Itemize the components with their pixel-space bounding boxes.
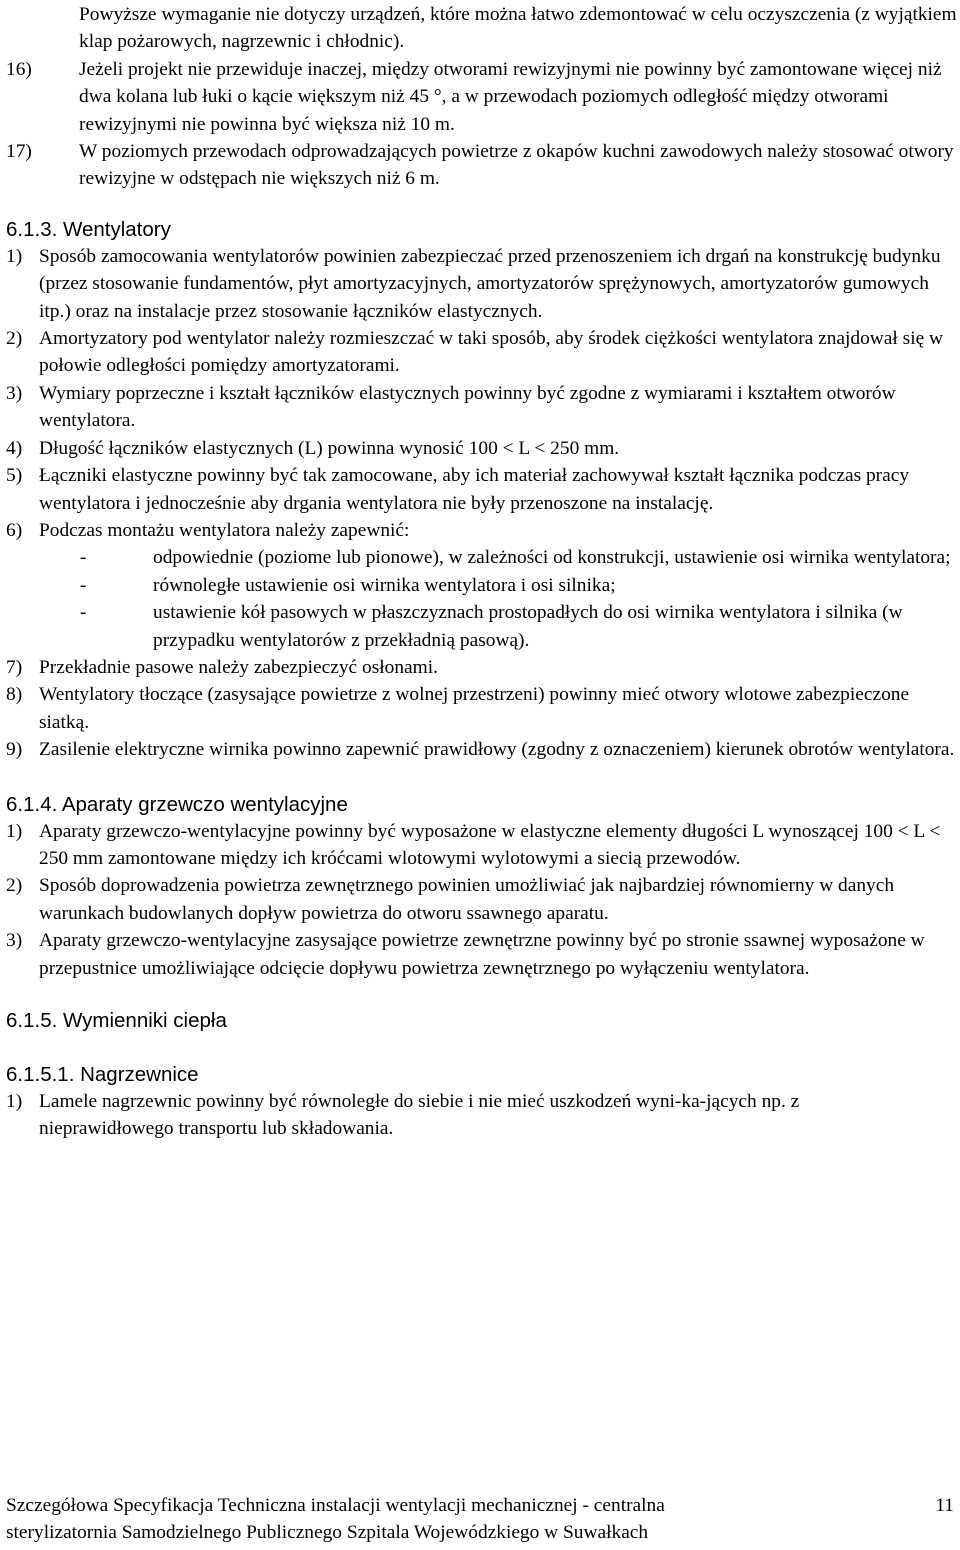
sub-list-item — [0, 599, 960, 654]
page-number: 11 — [935, 1495, 954, 1516]
item-text: Jeżeli projekt nie przewiduje inaczej, między otworami rewizyjnymi nie powinny być zamontowane więcej niż dwa kolana lub łuki o kącie większym niż 45 °, a w przewodach poziomych odległość między otworami rewizyjnymi nie powinna być większa niż 10 m. — [79, 58, 942, 135]
sub-item-text: ustawienie kół pasowych w płaszczyznach prostopadłych do osi wirnika wentylatora i silnika (w przypadku wentylatorów z przekładnią pasową). — [153, 602, 903, 651]
list-item — [0, 243, 960, 325]
item-text: Długość łączników elastycznych (L) powinna wynosić 100 < L < 250 mm. — [39, 437, 620, 459]
bullet-dash: - — [80, 547, 87, 569]
list-item — [0, 681, 960, 736]
item-text: Podczas montażu wentylatora należy zapewnić: — [39, 519, 410, 541]
item-number: 2) — [6, 875, 23, 897]
footer-line: sterylizatornia Samodzielnego Publicznego Szpitala Wojewódzkiego w Suwałkach — [6, 1522, 649, 1543]
list-item — [0, 872, 960, 927]
item-number: 4) — [6, 437, 23, 459]
footer-title — [0, 1492, 886, 1546]
list-item — [0, 435, 960, 462]
item-text: Wentylatory tłoczące (zasysające powietrze z wolnej przestrzeni) powinny mieć otwory wlotowe zabezpieczone siatką. — [39, 684, 910, 733]
list-item-16 — [0, 56, 960, 138]
item-text: Sposób zamocowania wentylatorów powinien zabezpieczać przed przenoszeniem ich drgań na konstrukcję budynku (przez stosowanie fundamentów, płyt amortyzacyjnych, amortyzatorów sprężynowych, amortyzatorów gumowych itp.) oraz na instalacje przez stosowanie łączników elastycznych. — [39, 245, 941, 322]
item-number: 1) — [6, 1091, 23, 1112]
item-text: Lamele nagrzewnic powinny być równoległe do siebie i nie mieć uszkodzeń wyni-ka-jących np. z nieprawidłowego transportu lub składowania. — [39, 1091, 800, 1140]
item-text: Zasilenie elektryczne wirnika powinno zapewnić prawidłowy (zgodny z oznaczeniem) kierunek obrotów wentylatora. — [39, 739, 955, 761]
bullet-dash: - — [80, 574, 87, 596]
item-text: Amortyzatory pod wentylator należy rozmieszczać w taki sposób, aby środek ciężkości wentylatora znajdował się w połowie odległości pomiędzy amortyzatorami. — [39, 328, 944, 377]
list-item — [0, 325, 960, 380]
sub-item-text: równoległe ustawienie osi wirnika wentylatora i osi silnika; — [153, 574, 616, 596]
list-item — [0, 927, 960, 982]
item-number: 3) — [6, 382, 23, 404]
item-number: 9) — [6, 739, 23, 761]
item-text: Aparaty grzewczo-wentylacyjne zasysające powietrze zewnętrzne powinny być po stronie ssawnej wyposażone w przepustnice umożliwiające odcięcie dopływu powietrza zewnętrznego po wyłączeniu wentylatora. — [39, 930, 925, 979]
page-footer — [0, 1492, 960, 1546]
list-item — [0, 736, 960, 763]
item-number: 1) — [6, 820, 23, 842]
item-number: 1) — [6, 245, 23, 267]
item-text: Przekładnie pasowe należy zabezpieczyć osłonami. — [39, 656, 438, 678]
item-text: Łączniki elastyczne powinny być tak zamocowane, aby ich materiał zachowywał kształt łącznika podczas pracy wentylatora i jednocześnie aby drgania wentylatora nie były przenoszone na instalację. — [39, 465, 910, 514]
section-heading-6-1-5: 6.1.5. Wymienniki ciepła — [6, 1009, 227, 1032]
section-heading-6-1-4: 6.1.4. Aparaty grzewczo wentylacyjne — [6, 792, 348, 816]
list-item — [0, 380, 960, 435]
item-text: Wymiary poprzeczne i kształt łączników elastycznych powinny być zgodne z wymiarami i kształtem otworów wentylatora. — [39, 382, 896, 432]
list-item — [0, 818, 960, 873]
item-number: 8) — [6, 684, 23, 706]
item-text: W poziomych przewodach odprowadzających powietrze z okapów kuchni zawodowych należy stosować otwory rewizyjne w odstępach nie większych niż 6 m. — [79, 141, 954, 190]
item-number: 7) — [6, 656, 23, 678]
intro-continuation: Powyższe wymaganie nie dotyczy urządzeń, które można łatwo zdemontować w celu oczyszczenia (z wyjątkiem klap pożarowych, nagrzewnic i chłodnic). — [79, 4, 957, 53]
item-number: 16) — [6, 58, 32, 80]
footer-line: Szczegółowa Specyfikacja Techniczna instalacji wentylacji mechanicznej - centralna — [6, 1495, 665, 1516]
list-item — [0, 462, 960, 517]
item-text: Sposób doprowadzenia powietrza zewnętrznego powinien umożliwiać jak najbardziej równomierny w danych warunkach budowlanych dopływ powietrza do otworu ssawnego aparatu. — [39, 875, 895, 924]
item-number: 2) — [6, 328, 23, 350]
section-heading-6-1-3: 6.1.3. Wentylatory — [6, 217, 171, 241]
item-number: 3) — [6, 930, 23, 952]
sub-list-item — [0, 572, 960, 599]
list-item-17 — [0, 138, 960, 193]
sub-item-text: odpowiednie (poziome lub pionowe), w zależności od konstrukcji, ustawienie osi wirnika wentylatora; — [153, 547, 951, 569]
item-number: 5) — [6, 465, 23, 487]
item-number: 6) — [6, 519, 23, 541]
list-item — [0, 1088, 960, 1143]
section-heading-6-1-5-1: 6.1.5.1. Nagrzewnice — [6, 1063, 199, 1086]
sub-list-item — [0, 544, 960, 571]
bullet-dash: - — [80, 602, 87, 624]
list-item — [0, 517, 960, 544]
item-text: Aparaty grzewczo-wentylacyjne powinny być wyposażone w elastyczne elementy długości L wynoszącej 100 < L < 250 mm zamontowane między ich króćcami wlotowymi wylotowymi a siecią przewodów. — [39, 820, 941, 869]
list-item — [0, 654, 960, 681]
item-number: 17) — [6, 141, 32, 163]
